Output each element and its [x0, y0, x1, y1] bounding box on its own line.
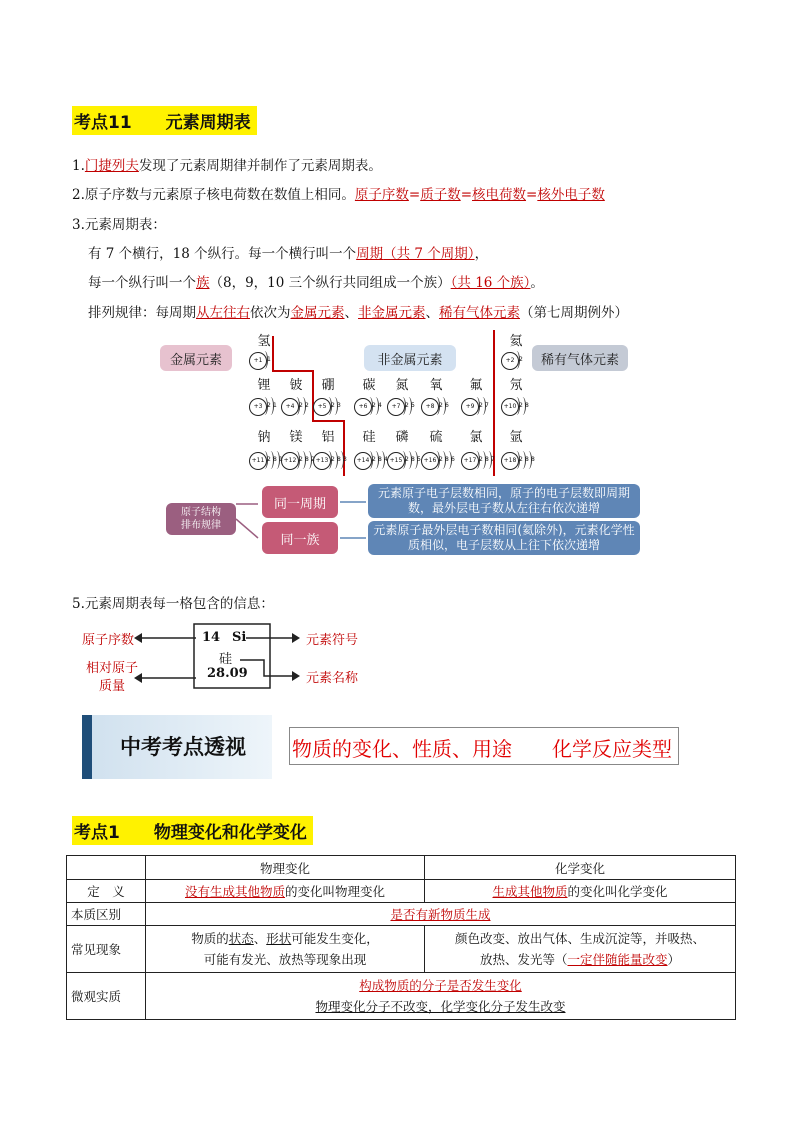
period3-nucleus-4: +15: [387, 452, 405, 470]
term-atomic-number: 原子序数: [354, 187, 409, 203]
table-corner: [67, 856, 146, 880]
period-description: 元素原子电子层数相同，原子的电子层数即周期数，最外层电子数从左往右依次递增: [368, 484, 640, 518]
period1-symbol-0: 氢: [257, 334, 271, 349]
cell-name: 硅: [219, 652, 233, 667]
period2-shell-count-2-1: 3: [337, 402, 341, 409]
period3-shell-count-6-0: 2: [479, 456, 483, 463]
physical-definition: [146, 880, 425, 903]
chemical-phenomena-line-1: 颜色改变、放出气体、生成沉淀等，并吸热、: [454, 931, 705, 946]
term-left-to-right: 从左往右: [196, 305, 250, 321]
line-6-a: 排列规律：每周期: [88, 305, 196, 321]
banner-left: [82, 715, 272, 779]
micro-essence-key: 构成物质的分子是否发生变化: [359, 978, 522, 993]
row-label-micro: 微观实质: [67, 973, 146, 1020]
period3-shell-count-7-2: 8: [531, 456, 535, 463]
period2-nucleus-7: +10: [501, 398, 519, 416]
line-3: 3.元素周期表：: [72, 217, 166, 233]
nonmetal-label: 非金属元素: [364, 345, 456, 371]
period2-symbol-6: 氟: [469, 378, 483, 393]
period2-shell-count-1-1: 2: [305, 402, 309, 409]
period2-shell-count-0-1: 1: [273, 402, 277, 409]
period3-shell-count-4-1: 8: [411, 456, 415, 463]
period3-shell-count-0-2: 1: [279, 456, 283, 463]
period2-shell-count-5-0: 2: [439, 402, 443, 409]
physical-phenomena: [146, 926, 425, 973]
period3-shell-count-6-1: 8: [485, 456, 489, 463]
row-label-definition: 定 义: [67, 880, 146, 903]
atomic-mass-label: 相对原子 质量: [85, 661, 138, 694]
period3-shell-count-7-1: 8: [525, 456, 529, 463]
period2-shell-count-2-0: 2: [331, 402, 335, 409]
period3-shell-count-4-2: 5: [417, 456, 421, 463]
period2-shell-count-7-0: 2: [519, 402, 523, 409]
term-period: 周期: [356, 246, 384, 262]
pp-sep: 、: [253, 931, 267, 946]
banner-right: [289, 727, 679, 765]
period3-shell-count-5-0: 2: [439, 456, 443, 463]
line-4-end: ，: [474, 246, 489, 262]
cp-a: 放热、发光等（: [479, 952, 568, 967]
metal-label: 金属元素: [160, 345, 232, 371]
table-header-row: [67, 856, 736, 880]
line-1-rest: 发现了元素周期律并制作了元素周期表。: [138, 158, 382, 174]
period3-nucleus-5: +16: [421, 452, 439, 470]
period1-symbol-1: 氦: [509, 334, 523, 349]
period3-shell-count-2-0: 2: [331, 456, 335, 463]
period3-shell-count-1-1: 8: [305, 456, 309, 463]
period2-shell-count-1-0: 2: [299, 402, 303, 409]
term-noble: 稀有气体元素: [439, 305, 520, 321]
chemical-definition: [425, 880, 736, 903]
period2-symbol-3: 碳: [362, 378, 376, 393]
pp-b: 可能发生变化，: [291, 931, 379, 946]
period3-symbol-5: 硫: [429, 430, 443, 445]
line-6-b: 依次为: [250, 305, 291, 321]
micro-essence: [146, 973, 736, 1020]
period2-symbol-4: 氮: [395, 378, 409, 393]
term-protons: 质子数: [420, 187, 461, 203]
arrowhead-symbol: [292, 633, 300, 643]
physical-definition-rest: 的变化叫物理变化: [285, 884, 386, 899]
period3-shell-count-3-2: 4: [384, 456, 388, 463]
line-5-a: 每一个纵行叫一个: [88, 275, 196, 291]
line-5-b: （8，9，10 三个纵行共同组成一个族）: [209, 275, 451, 291]
period3-shell-count-2-1: 8: [337, 456, 341, 463]
period2-shell-count-5-1: 6: [445, 402, 449, 409]
chemical-phenomena-line-2: [429, 949, 731, 970]
period2-symbol-5: 氧: [429, 378, 443, 393]
period2-shell-count-3-0: 2: [372, 402, 376, 409]
cell-number: 14: [202, 630, 221, 645]
noble-label: 稀有气体元素: [532, 345, 628, 371]
line-4-a: 有 7 个横行，18 个纵行。每一个横行叫一个: [88, 246, 357, 262]
pp-state: 状态: [228, 931, 254, 946]
line-1-num: 1.: [72, 158, 85, 174]
period1-shell-count-1-0: 2: [519, 356, 523, 363]
table-row: [67, 903, 736, 926]
period1-shell-count-0-0: 1: [267, 356, 271, 363]
period3-nucleus-1: +12: [281, 452, 299, 470]
period2-symbol-2: 硼: [321, 378, 335, 393]
micro-essence-text: 物理变化分子不改变，化学变化分子发生改变: [315, 999, 566, 1014]
period2-shell-count-6-1: 7: [485, 402, 489, 409]
chemical-definition-key: 生成其他物质: [492, 884, 568, 899]
eq-2: =: [460, 187, 473, 203]
pp-a: 物质的: [191, 931, 229, 946]
period3-symbol-2: 铝: [321, 430, 335, 445]
period3-symbol-0: 钠: [257, 430, 271, 445]
same-period-label: 同一周期: [262, 486, 338, 518]
period3-shell-count-0-1: 8: [273, 456, 277, 463]
essential-difference-text: 是否有新物质生成: [390, 907, 491, 922]
physical-definition-key: 没有生成其他物质: [184, 884, 285, 899]
banner-right-text: 物质的变化、性质、用途 化学反应类型: [292, 737, 672, 761]
period3-nucleus-3: +14: [354, 452, 372, 470]
period2-nucleus-6: +9: [461, 398, 479, 416]
period3-shell-count-5-2: 6: [451, 456, 455, 463]
header-physical: 物理变化: [146, 856, 425, 880]
cell-symbol: Si: [232, 630, 247, 645]
banner-accent: [82, 715, 92, 779]
period3-symbol-6: 氯: [469, 430, 483, 445]
chemical-definition-rest: 的变化叫化学变化: [567, 884, 668, 899]
table-row: [67, 926, 736, 973]
row-label-essence: 本质区别: [67, 903, 146, 926]
period2-nucleus-0: +3: [249, 398, 267, 416]
term-16-groups: （共 16 个族）: [450, 275, 531, 291]
line-6-end: （第七周期例外）: [520, 305, 628, 321]
section-11-title: 考点11 元素周期表: [72, 106, 257, 135]
table-row: [67, 973, 736, 1020]
term-nonmetal: 非金属元素: [358, 305, 426, 321]
name-label: 元素名称: [306, 671, 359, 686]
period3-symbol-4: 磷: [395, 430, 409, 445]
same-group-label: 同一族: [262, 522, 338, 554]
row-label-phenomena: 常见现象: [67, 926, 146, 973]
period2-symbol-7: 氖: [509, 378, 523, 393]
chemical-phenomena: [425, 926, 736, 973]
sep-1: 、: [344, 305, 358, 321]
period3-nucleus-2: +13: [313, 452, 331, 470]
physical-phenomena-line-2: 可能有发光、放热等现象出现: [203, 952, 367, 967]
eq-3: =: [526, 187, 538, 203]
cp-energy: 一定伴随能量改变: [567, 952, 668, 967]
period3-shell-count-1-2: 2: [311, 456, 315, 463]
table-row: [67, 880, 736, 903]
period2-symbol-1: 铍: [289, 378, 303, 393]
cp-b: ）: [667, 952, 681, 967]
period2-nucleus-2: +5: [313, 398, 331, 416]
rule-label: 原子结构 排布规律: [166, 503, 236, 535]
change-comparison-table: [66, 855, 736, 1020]
section-5-title: 5.元素周期表每一格包含的信息：: [72, 596, 274, 612]
symbol-label: 元素符号: [306, 633, 359, 648]
term-group: 族: [196, 275, 210, 291]
period3-nucleus-7: +18: [501, 452, 519, 470]
period2-nucleus-4: +7: [387, 398, 405, 416]
essential-difference: [146, 903, 736, 926]
arrowhead-name: [292, 671, 300, 681]
sep-2: 、: [425, 305, 439, 321]
period3-shell-count-3-0: 2: [372, 456, 376, 463]
period2-shell-count-4-1: 5: [411, 402, 415, 409]
period3-shell-count-0-0: 2: [267, 456, 271, 463]
term-metal: 金属元素: [290, 305, 345, 321]
eq-1: =: [408, 187, 421, 203]
arrow-name: [240, 660, 292, 676]
period3-symbol-3: 硅: [362, 430, 376, 445]
period1-nucleus-0: +1: [249, 352, 267, 370]
section-1-title: 考点1 物理变化和化学变化: [72, 816, 313, 845]
period1-nucleus-1: +2: [501, 352, 519, 370]
period3-symbol-7: 氩: [509, 430, 523, 445]
mendeleev: 门捷列夫: [84, 158, 139, 174]
period3-shell-count-3-1: 8: [378, 456, 382, 463]
physical-phenomena-line-1: [150, 928, 420, 949]
period2-nucleus-5: +8: [421, 398, 439, 416]
period2-nucleus-3: +6: [354, 398, 372, 416]
period2-symbol-0: 锂: [257, 378, 271, 393]
period2-nucleus-1: +4: [281, 398, 299, 416]
line-5-end: 。: [530, 275, 544, 291]
period2-shell-count-4-0: 2: [405, 402, 409, 409]
header-chemical: 化学变化: [425, 856, 736, 880]
period3-symbol-1: 镁: [289, 430, 303, 445]
group-description: 元素原子最外层电子数相同(氦除外)，元素化学性质相似，电子层数从上往下依次递增: [368, 521, 640, 555]
period3-shell-count-7-0: 2: [519, 456, 523, 463]
period3-shell-count-5-1: 8: [445, 456, 449, 463]
period3-nucleus-0: +11: [249, 452, 267, 470]
period3-shell-count-4-0: 2: [405, 456, 409, 463]
period3-shell-count-2-2: 3: [343, 456, 347, 463]
period2-shell-count-7-1: 8: [525, 402, 529, 409]
period3-shell-count-6-2: 7: [491, 456, 495, 463]
cell-mass: 28.09: [207, 666, 248, 681]
atomic-number-label: 原子序数: [82, 633, 135, 648]
period3-nucleus-6: +17: [461, 452, 479, 470]
line-2-text: 2.原子序数与元素原子核电荷数在数值上相同。: [72, 187, 355, 203]
arrowhead-atomic-number: [134, 633, 142, 643]
term-7-periods: （共 7 个周期）: [383, 246, 475, 262]
pp-shape: 形状: [266, 931, 292, 946]
term-nuclear-charge: 核电荷数: [472, 187, 527, 203]
period3-shell-count-1-0: 2: [299, 456, 303, 463]
period2-shell-count-3-1: 4: [378, 402, 382, 409]
term-electrons: 核外电子数: [537, 187, 605, 203]
banner-left-text: 中考考点透视: [120, 735, 246, 759]
period2-shell-count-0-0: 2: [267, 402, 271, 409]
period2-shell-count-6-0: 2: [479, 402, 483, 409]
